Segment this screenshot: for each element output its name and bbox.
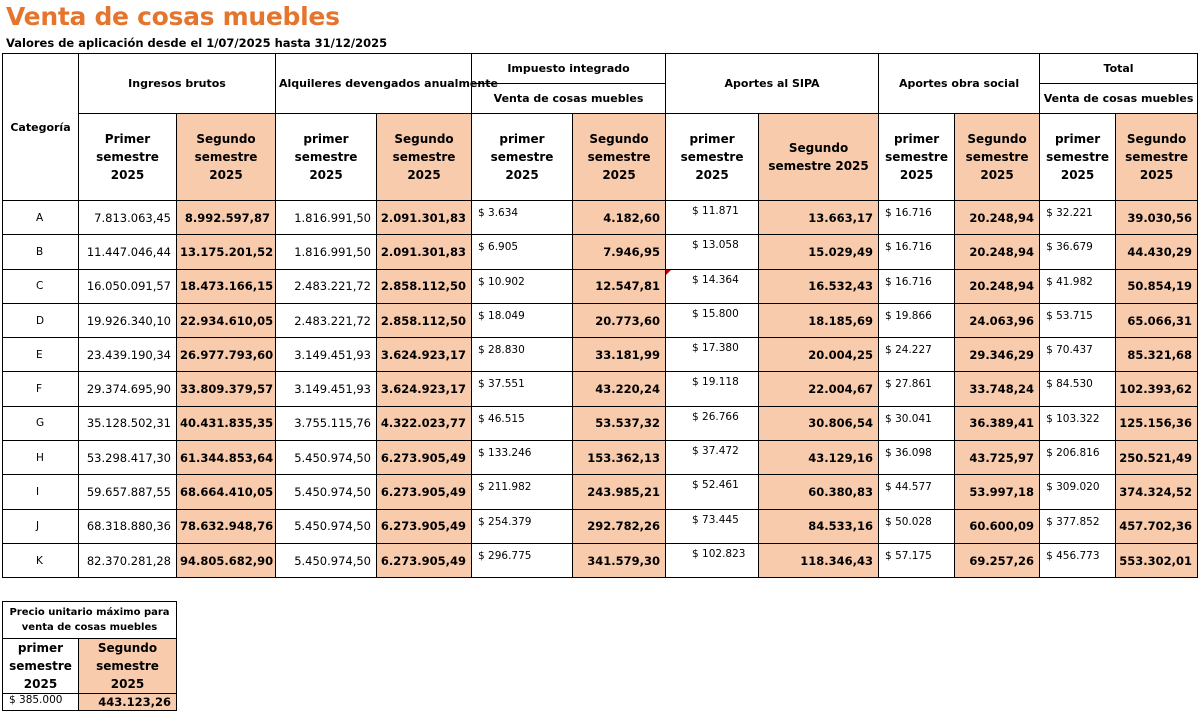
- category-cell: D: [3, 303, 79, 337]
- obra-semestre-2-cell: 60.600,09: [955, 509, 1040, 543]
- sipa-semestre-2-cell: 20.004,25: [759, 338, 879, 372]
- obra-semestre-1-cell: $ 44.577: [879, 475, 955, 509]
- table-row: [3, 406, 1198, 440]
- table-row: [3, 303, 1198, 337]
- obra-semestre-2-cell: 69.257,26: [955, 543, 1040, 577]
- ingresos-semestre-1-cell: 68.318.880,36: [79, 509, 177, 543]
- obra-semestre-2-cell: 43.725,97: [955, 441, 1040, 475]
- alquileres-semestre-1-cell: 5.450.974,50: [276, 509, 377, 543]
- category-cell: F: [3, 372, 79, 406]
- ingresos-semestre-2-cell: 40.431.835,35: [177, 406, 276, 440]
- total-semestre-1-cell: $ 41.982: [1040, 269, 1116, 303]
- impuesto-semestre-1-cell: $ 18.049: [472, 303, 573, 337]
- sipa-semestre-2-cell: 30.806,54: [759, 406, 879, 440]
- alquileres-semestre-2-cell: 3.624.923,17: [377, 372, 472, 406]
- ingresos-semestre-2-cell: 22.934.610,05: [177, 303, 276, 337]
- ingresos-semestre-1-cell: 19.926.340,10: [79, 303, 177, 337]
- sipa-semestre-1-cell: $ 102.823: [666, 543, 759, 577]
- ingresos-semestre-2-cell: 13.175.201,52: [177, 235, 276, 269]
- alquileres-semestre-1-cell: 5.450.974,50: [276, 475, 377, 509]
- header-ingresos-semestre-2: Segundo semestre 2025: [177, 114, 276, 201]
- obra-semestre-1-cell: $ 27.861: [879, 372, 955, 406]
- obra-semestre-1-cell: $ 57.175: [879, 543, 955, 577]
- table-row: [3, 235, 1198, 269]
- ingresos-semestre-2-cell: 78.632.948,76: [177, 509, 276, 543]
- total-semestre-2-cell: 102.393,62: [1116, 372, 1198, 406]
- obra-semestre-1-cell: $ 30.041: [879, 406, 955, 440]
- ingresos-semestre-1-cell: 23.439.190,34: [79, 338, 177, 372]
- impuesto-semestre-1-cell: $ 10.902: [472, 269, 573, 303]
- header-aportes-sipa: Aportes al SIPA: [666, 54, 879, 114]
- category-cell: J: [3, 509, 79, 543]
- ingresos-semestre-1-cell: 16.050.091,57: [79, 269, 177, 303]
- obra-semestre-1-cell: $ 19.866: [879, 303, 955, 337]
- sipa-semestre-2-cell: 60.380,83: [759, 475, 879, 509]
- alquileres-semestre-2-cell: 2.858.112,50: [377, 303, 472, 337]
- sipa-semestre-1-cell: $ 13.058: [666, 235, 759, 269]
- price-value-2: 443.123,26: [79, 694, 177, 711]
- table-row: [3, 338, 1198, 372]
- table-row: [3, 201, 1198, 235]
- total-semestre-1-cell: $ 84.530: [1040, 372, 1116, 406]
- ingresos-semestre-2-cell: 61.344.853,64: [177, 441, 276, 475]
- alquileres-semestre-1-cell: 3.149.451,93: [276, 338, 377, 372]
- alquileres-semestre-2-cell: 6.273.905,49: [377, 543, 472, 577]
- header-impuesto-semestre-1: primer semestre 2025: [472, 114, 573, 201]
- ingresos-semestre-2-cell: 18.473.166,15: [177, 269, 276, 303]
- sipa-semestre-1-cell: $ 26.766: [666, 406, 759, 440]
- impuesto-semestre-1-cell: $ 28.830: [472, 338, 573, 372]
- category-cell: C: [3, 269, 79, 303]
- alquileres-semestre-2-cell: 6.273.905,49: [377, 475, 472, 509]
- total-semestre-2-cell: 39.030,56: [1116, 201, 1198, 235]
- alquileres-semestre-2-cell: 2.091.301,83: [377, 235, 472, 269]
- total-semestre-2-cell: 44.430,29: [1116, 235, 1198, 269]
- sipa-semestre-2-cell: 22.004,67: [759, 372, 879, 406]
- ingresos-semestre-2-cell: 8.992.597,87: [177, 201, 276, 235]
- alquileres-semestre-2-cell: 2.858.112,50: [377, 269, 472, 303]
- alquileres-semestre-1-cell: 2.483.221,72: [276, 303, 377, 337]
- impuesto-semestre-2-cell: 243.985,21: [573, 475, 666, 509]
- sipa-semestre-2-cell: 15.029,49: [759, 235, 879, 269]
- impuesto-semestre-1-cell: $ 6.905: [472, 235, 573, 269]
- sipa-semestre-1-cell: $ 37.472: [666, 441, 759, 475]
- header-sipa-semestre-2: Segundo semestre 2025: [759, 114, 879, 201]
- alquileres-semestre-1-cell: 1.816.991,50: [276, 235, 377, 269]
- ingresos-semestre-2-cell: 26.977.793,60: [177, 338, 276, 372]
- impuesto-semestre-2-cell: 53.537,32: [573, 406, 666, 440]
- obra-semestre-2-cell: 20.248,94: [955, 201, 1040, 235]
- sipa-semestre-1-cell: $ 73.445: [666, 509, 759, 543]
- ingresos-semestre-1-cell: 53.298.417,30: [79, 441, 177, 475]
- sipa-semestre-1-cell: $ 19.118: [666, 372, 759, 406]
- impuesto-semestre-2-cell: 33.181,99: [573, 338, 666, 372]
- obra-semestre-2-cell: 36.389,41: [955, 406, 1040, 440]
- impuesto-semestre-2-cell: 4.182,60: [573, 201, 666, 235]
- total-semestre-1-cell: $ 103.322: [1040, 406, 1116, 440]
- alquileres-semestre-2-cell: 2.091.301,83: [377, 201, 472, 235]
- ingresos-semestre-1-cell: 35.128.502,31: [79, 406, 177, 440]
- alquileres-semestre-2-cell: 6.273.905,49: [377, 441, 472, 475]
- main-table: [2, 53, 1198, 578]
- category-cell: H: [3, 441, 79, 475]
- total-semestre-2-cell: 374.324,52: [1116, 475, 1198, 509]
- table-row: [3, 475, 1198, 509]
- price-semestre-2: Segundo semestre 2025: [79, 639, 177, 694]
- category-cell: A: [3, 201, 79, 235]
- header-ingresos-semestre-1: Primer semestre 2025: [79, 114, 177, 201]
- ingresos-semestre-1-cell: 59.657.887,55: [79, 475, 177, 509]
- table-row: [3, 441, 1198, 475]
- sipa-semestre-1-cell: $ 52.461: [666, 475, 759, 509]
- category-cell: I: [3, 475, 79, 509]
- ingresos-semestre-1-cell: 7.813.063,45: [79, 201, 177, 235]
- category-cell: G: [3, 406, 79, 440]
- alquileres-semestre-2-cell: 3.624.923,17: [377, 338, 472, 372]
- table-row: [3, 509, 1198, 543]
- obra-semestre-1-cell: $ 16.716: [879, 269, 955, 303]
- obra-semestre-2-cell: 33.748,24: [955, 372, 1040, 406]
- ingresos-semestre-2-cell: 94.805.682,90: [177, 543, 276, 577]
- impuesto-semestre-2-cell: 20.773,60: [573, 303, 666, 337]
- header-total-semestre-2: Segundo semestre 2025: [1116, 114, 1198, 201]
- impuesto-semestre-2-cell: 292.782,26: [573, 509, 666, 543]
- total-semestre-1-cell: $ 456.773: [1040, 543, 1116, 577]
- total-semestre-2-cell: 250.521,49: [1116, 441, 1198, 475]
- impuesto-semestre-1-cell: $ 3.634: [472, 201, 573, 235]
- sipa-semestre-2-cell: 118.346,43: [759, 543, 879, 577]
- alquileres-semestre-1-cell: 1.816.991,50: [276, 201, 377, 235]
- total-semestre-1-cell: $ 309.020: [1040, 475, 1116, 509]
- header-impuesto-sub: Venta de cosas muebles: [472, 84, 666, 114]
- total-semestre-1-cell: $ 70.437: [1040, 338, 1116, 372]
- total-semestre-2-cell: 125.156,36: [1116, 406, 1198, 440]
- category-cell: K: [3, 543, 79, 577]
- total-semestre-2-cell: 65.066,31: [1116, 303, 1198, 337]
- table-row: [3, 543, 1198, 577]
- impuesto-semestre-2-cell: 43.220,24: [573, 372, 666, 406]
- impuesto-semestre-1-cell: $ 46.515: [472, 406, 573, 440]
- ingresos-semestre-1-cell: 82.370.281,28: [79, 543, 177, 577]
- total-semestre-1-cell: $ 53.715: [1040, 303, 1116, 337]
- ingresos-semestre-1-cell: 29.374.695,90: [79, 372, 177, 406]
- impuesto-semestre-2-cell: 341.579,30: [573, 543, 666, 577]
- obra-semestre-2-cell: 20.248,94: [955, 269, 1040, 303]
- sipa-semestre-2-cell: 13.663,17: [759, 201, 879, 235]
- total-semestre-1-cell: $ 377.852: [1040, 509, 1116, 543]
- obra-semestre-1-cell: $ 50.028: [879, 509, 955, 543]
- header-total: Total: [1040, 54, 1198, 84]
- obra-semestre-1-cell: $ 36.098: [879, 441, 955, 475]
- total-semestre-2-cell: 553.302,01: [1116, 543, 1198, 577]
- price-table: [2, 601, 177, 711]
- obra-semestre-2-cell: 29.346,29: [955, 338, 1040, 372]
- alquileres-semestre-2-cell: 4.322.023,77: [377, 406, 472, 440]
- alquileres-semestre-1-cell: 5.450.974,50: [276, 441, 377, 475]
- header-obra-semestre-1: primer semestre 2025: [879, 114, 955, 201]
- header-alquileres-semestre-1: primer semestre 2025: [276, 114, 377, 201]
- ingresos-semestre-2-cell: 68.664.410,05: [177, 475, 276, 509]
- total-semestre-1-cell: $ 206.816: [1040, 441, 1116, 475]
- header-aportes-obra-social: Aportes obra social: [879, 54, 1040, 114]
- sipa-semestre-1-cell: $ 11.871: [666, 201, 759, 235]
- price-semestre-1: primer semestre 2025: [3, 639, 79, 694]
- impuesto-semestre-2-cell: 12.547,81: [573, 269, 666, 303]
- header-impuesto-semestre-2: Segundo semestre 2025: [573, 114, 666, 201]
- sipa-semestre-2-cell: 16.532,43: [759, 269, 879, 303]
- alquileres-semestre-2-cell: 6.273.905,49: [377, 509, 472, 543]
- header-alquileres: Alquileres devengados anualmente: [276, 54, 472, 114]
- obra-semestre-2-cell: 24.063,96: [955, 303, 1040, 337]
- total-semestre-1-cell: $ 36.679: [1040, 235, 1116, 269]
- obra-semestre-1-cell: $ 16.716: [879, 235, 955, 269]
- alquileres-semestre-1-cell: 3.149.451,93: [276, 372, 377, 406]
- alquileres-semestre-1-cell: 5.450.974,50: [276, 543, 377, 577]
- page-title: Venta de cosas muebles: [6, 2, 340, 31]
- impuesto-semestre-1-cell: $ 296.775: [472, 543, 573, 577]
- impuesto-semestre-2-cell: 153.362,13: [573, 441, 666, 475]
- sipa-semestre-1-cell: $ 14.364: [666, 269, 759, 303]
- total-semestre-2-cell: 50.854,19: [1116, 269, 1198, 303]
- price-header: Precio unitario máximo para venta de cosas muebles: [3, 602, 177, 639]
- header-impuesto-integrado: Impuesto integrado: [472, 54, 666, 84]
- header-total-semestre-1: primer semestre 2025: [1040, 114, 1116, 201]
- sipa-semestre-1-cell: $ 15.800: [666, 303, 759, 337]
- impuesto-semestre-1-cell: $ 211.982: [472, 475, 573, 509]
- impuesto-semestre-1-cell: $ 254.379: [472, 509, 573, 543]
- ingresos-semestre-2-cell: 33.809.379,57: [177, 372, 276, 406]
- impuesto-semestre-2-cell: 7.946,95: [573, 235, 666, 269]
- header-sipa-semestre-1: primer semestre 2025: [666, 114, 759, 201]
- sipa-semestre-2-cell: 43.129,16: [759, 441, 879, 475]
- category-cell: B: [3, 235, 79, 269]
- alquileres-semestre-1-cell: 2.483.221,72: [276, 269, 377, 303]
- obra-semestre-1-cell: $ 24.227: [879, 338, 955, 372]
- page-subtitle: Valores de aplicación desde el 1/07/2025 hasta 31/12/2025: [6, 36, 388, 50]
- table-row: [3, 269, 1198, 303]
- price-value-1: $ 385.000: [3, 694, 79, 711]
- sipa-semestre-2-cell: 84.533,16: [759, 509, 879, 543]
- alquileres-semestre-1-cell: 3.755.115,76: [276, 406, 377, 440]
- total-semestre-1-cell: $ 32.221: [1040, 201, 1116, 235]
- ingresos-semestre-1-cell: 11.447.046,44: [79, 235, 177, 269]
- obra-semestre-1-cell: $ 16.716: [879, 201, 955, 235]
- obra-semestre-2-cell: 20.248,94: [955, 235, 1040, 269]
- sipa-semestre-1-cell: $ 17.380: [666, 338, 759, 372]
- header-obra-semestre-2: Segundo semestre 2025: [955, 114, 1040, 201]
- sipa-semestre-2-cell: 18.185,69: [759, 303, 879, 337]
- impuesto-semestre-1-cell: $ 133.246: [472, 441, 573, 475]
- table-row: [3, 372, 1198, 406]
- header-total-sub: Venta de cosas muebles: [1040, 84, 1198, 114]
- obra-semestre-2-cell: 53.997,18: [955, 475, 1040, 509]
- header-categoria: Categoría: [3, 54, 79, 201]
- header-alquileres-semestre-2: Segundo semestre 2025: [377, 114, 472, 201]
- header-ingresos-brutos: Ingresos brutos: [79, 54, 276, 114]
- total-semestre-2-cell: 457.702,36: [1116, 509, 1198, 543]
- total-semestre-2-cell: 85.321,68: [1116, 338, 1198, 372]
- category-cell: E: [3, 338, 79, 372]
- impuesto-semestre-1-cell: $ 37.551: [472, 372, 573, 406]
